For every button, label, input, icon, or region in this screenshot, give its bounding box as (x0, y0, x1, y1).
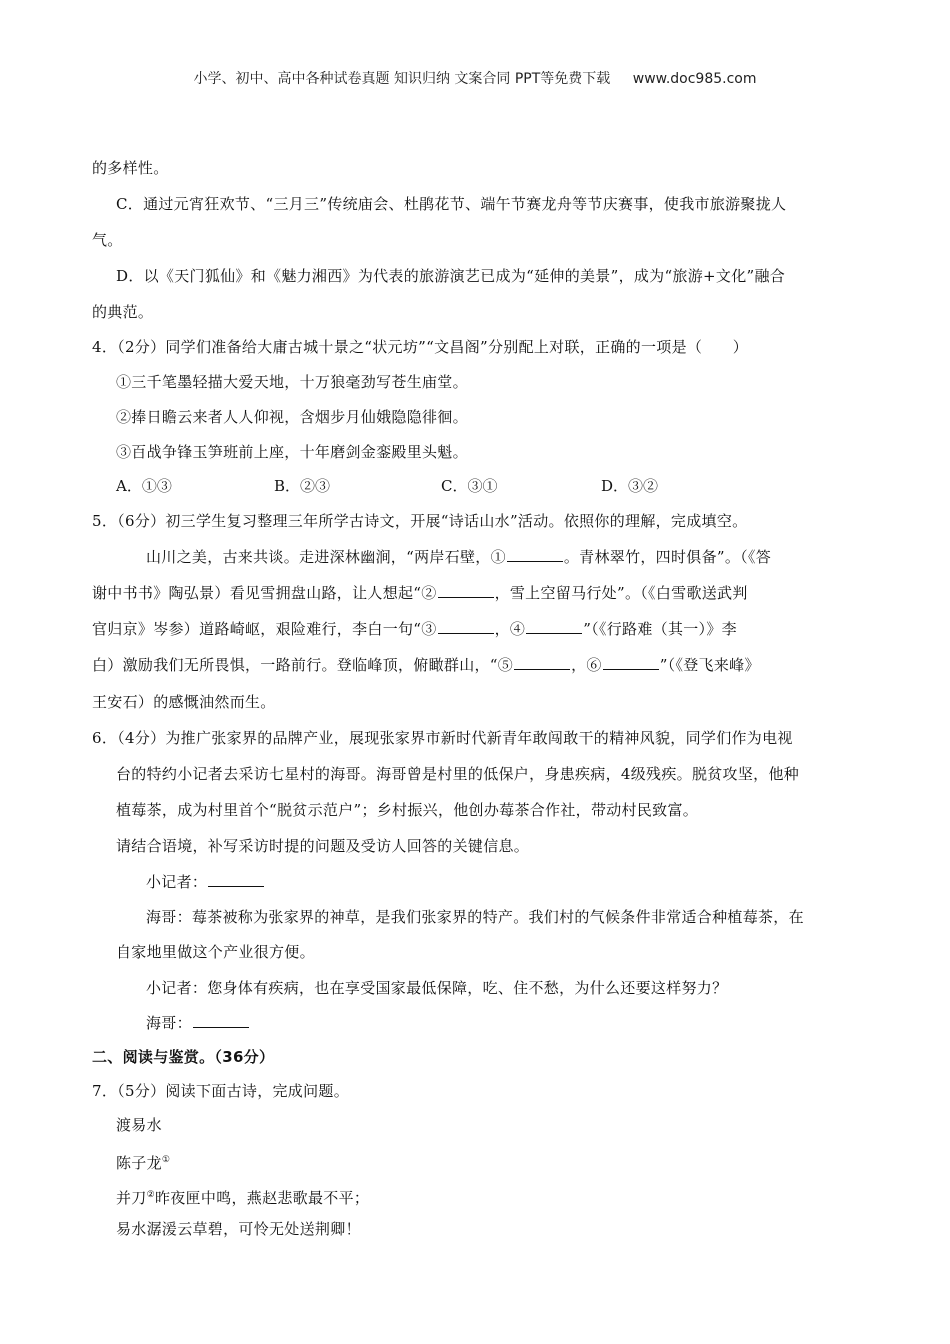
fill-blank-4[interactable] (526, 619, 582, 634)
q5-text: ，雪上空留马行处”。（《白雪歌送武判 (494, 584, 748, 602)
q4-option-b: B．②③ (274, 477, 331, 495)
q6-speaker: 海哥： (146, 1014, 192, 1032)
fill-blank-5[interactable] (514, 655, 570, 670)
q5-text: 谢中书书》陶弘景）看见雪拥盘山路，让人想起“② (92, 584, 437, 602)
section-heading: 二、阅读与鉴赏。（36分） (92, 1048, 275, 1066)
q5-text: ”（《登飞来峰》 (659, 656, 760, 674)
footnote-marker: ① (161, 1155, 171, 1165)
q5-para-line1 (146, 547, 771, 567)
q3-option-c-line2: 气。 (92, 231, 123, 249)
q4-item-1: ①三千笔墨轻描大爱天地，十万狼毫劲写苍生庙堂。 (116, 373, 468, 391)
q5-text: ，⑥ (571, 656, 602, 674)
q5-text: ，④ (494, 620, 526, 638)
q6-haige-line1: 海哥：莓茶被称为张家界的神草，是我们张家界的特产。我们村的气候条件非常适合种植莓茶，在 (146, 908, 804, 926)
q6-speaker: 小记者： (146, 873, 208, 891)
poem-author (116, 1150, 170, 1173)
q5-text: 官归京》岑参）道路崎岖，艰险难行，李白一句“③ (92, 620, 437, 638)
q4-option-d: D．③② (601, 477, 659, 495)
poem-text: 并刀 (116, 1189, 147, 1207)
q6-line1: 6．（4分）为推广张家界的品牌产业，展现张家界市新时代新青年敢闯敢干的精神风貌，同学们作为电视 (92, 729, 793, 747)
poem-author-name: 陈子龙 (116, 1154, 162, 1172)
q6-line3: 植莓茶，成为村里首个“脱贫示范户”；乡村振兴，他创办莓茶合作社，带动村民致富。 (116, 801, 699, 819)
q6-haige-line2: 自家地里做这个产业很方便。 (116, 943, 315, 961)
q5-text: 。青林翠竹，四时俱备”。（《答 (563, 548, 772, 566)
poem-title: 渡易水 (116, 1116, 162, 1134)
poem-line1 (116, 1185, 369, 1208)
footnote-marker: ② (146, 1190, 155, 1200)
fill-blank-3[interactable] (438, 619, 494, 634)
poem-text: 昨夜匣中鸣，燕赵悲歌最不平； (154, 1189, 370, 1207)
q6-line2: 台的特约小记者去采访七星村的海哥。海哥曾是村里的低保户，身患疾病，4级残疾。脱贫攻坚，他种 (116, 765, 800, 783)
header-url[interactable]: www.doc985.com (632, 71, 757, 87)
q5-para-line3 (92, 619, 737, 639)
q4-stem: 4．（2分）同学们准备给大庸古城十景之“状元坊”“文昌阁”分别配上对联，正确的一项是（ ） (92, 338, 749, 356)
q4-item-3: ③百战争锋玉笋班前上座，十年磨剑金銮殿里头魁。 (116, 443, 468, 461)
page-header (0, 68, 950, 88)
fill-blank-2[interactable] (438, 583, 494, 598)
poem-line2: 易水潺湲云草碧，可怜无处送荆卿！ (116, 1220, 361, 1238)
q6-line4: 请结合语境，补写采访时提的问题及受访人回答的关键信息。 (116, 837, 530, 855)
header-text: 小学、初中、高中各种试卷真题 知识归纳 文案合同 PPT等免费下载 (193, 71, 611, 87)
q3-option-c-line1: C．通过元宵狂欢节、“三月三”传统庙会、杜鹃花节、端午节赛龙舟等节庆赛事，使我市旅游聚拢人 (116, 195, 787, 213)
q5-text: ”（《行路难（其一）》李 (583, 620, 737, 638)
q5-text: 山川之美，古来共谈。走进深林幽涧，“两岸石壁，① (146, 548, 506, 566)
q3-tail: 的多样性。 (92, 159, 169, 177)
q6-reporter-line1 (146, 872, 265, 892)
q3-option-d-line1: D．以《天门狐仙》和《魅力湘西》为代表的旅游演艺已成为“延伸的美景”，成为“旅游+文化”融合 (116, 267, 786, 285)
fill-blank-1[interactable] (507, 547, 563, 562)
q4-option-c: C．③① (441, 477, 498, 495)
q6-reporter-line2: 小记者：您身体有疾病，也在享受国家最低保障，吃、住不愁，为什么还要这样努力？ (146, 979, 728, 997)
fill-blank-6[interactable] (603, 655, 659, 670)
q4-option-a: A．①③ (116, 477, 172, 495)
q5-text: 白）激励我们无所畏惧，一路前行。登临峰顶，俯瞰群山，“⑤ (92, 656, 514, 674)
q5-para-line2 (92, 583, 748, 603)
q4-item-2: ②捧日瞻云来者人人仰视，含烟步月仙娥隐隐徘徊。 (116, 408, 468, 426)
q6-answer-blank-1[interactable] (208, 872, 264, 887)
q6-answer-blank-2[interactable] (193, 1013, 249, 1028)
q5-para-line4 (92, 655, 760, 675)
q3-option-d-line2: 的典范。 (92, 303, 154, 321)
q5-para-line5: 王安石）的感慨油然而生。 (92, 693, 276, 711)
q7-stem: 7．（5分）阅读下面古诗，完成问题。 (92, 1082, 349, 1100)
q5-stem: 5．（6分）初三学生复习整理三年所学古诗文，开展“诗话山水”活动。依照你的理解，完成填空。 (92, 512, 748, 530)
q6-haige-line3 (146, 1013, 250, 1033)
